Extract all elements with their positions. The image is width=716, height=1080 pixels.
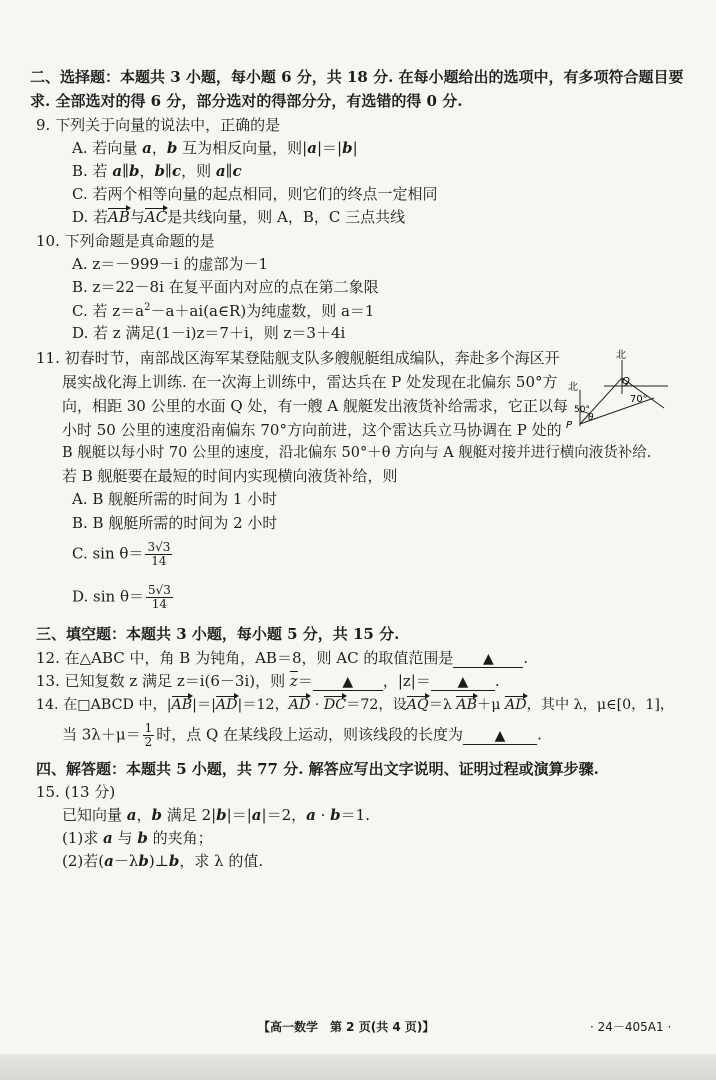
q10-option-c: C. 若 $z=a^2-a+ai(a\in R)$为纯虚数，则 a＝1 <box>72 302 375 320</box>
fraction: $\frac{5√3}{14}$ <box>147 583 171 611</box>
angle-70-label: 70° <box>630 394 648 405</box>
scan-edge <box>0 1054 716 1080</box>
answer-blank: ▲ <box>431 674 495 691</box>
north-label-q: 北 <box>616 350 626 361</box>
q10-option-b: B. z＝22－8i 在复平面内对应的点在第二象限 <box>72 278 379 296</box>
q14-line-2: 当 3λ＋μ＝ $\frac{1}{2}$ 时，点 Q 在某线段上运动，则该线段的长度为 ▲ . <box>62 721 542 749</box>
answer-blank: ▲ <box>463 728 537 745</box>
q11-stem-line-4: 小时 50 公里的速度沿南偏东 70°方向前进，这个雷达兵立马协调在 P 处的 <box>62 421 562 439</box>
exam-code: · 24－405A1 · <box>590 1020 672 1034</box>
q12: 12. 在△ABC 中，角 B 为钝角，AB＝8，则 AC 的取值范围是 ▲ . <box>36 649 529 667</box>
q11-option-b: B. B 舰艇所需的时间为 2 小时 <box>72 514 278 532</box>
point-q-label: Q <box>622 376 630 387</box>
vector-ab: AB <box>108 208 130 226</box>
q11-stem-line-1: 11. 初春时节，南部战区海军某登陆舰支队多艘舰艇组成编队，奔赴多个海区开 <box>36 349 560 367</box>
vector-ac: AC <box>144 208 168 226</box>
answer-blank: ▲ <box>453 651 523 668</box>
q9-option-c: C. 若两个相等向量的起点相同，则它们的终点一定相同 <box>72 185 438 203</box>
q15-part-1: (1)求 a 与 b 的夹角； <box>62 829 213 847</box>
page-footer: 【高一数学 第 2 页(共 4 页)】 <box>258 1020 435 1034</box>
section-3-heading: 三、填空题：本题共 3 小题，每小题 5 分，共 15 分. <box>36 625 400 643</box>
q11-stem-line-5: B 舰艇以每小时 70 公里的速度，沿北偏东 50°＋θ 方向与 A 舰艇对接并进行横向液货补给. <box>62 445 652 461</box>
q11-option-a: A. B 舰艇所需的时间为 1 小时 <box>72 490 278 508</box>
fraction: $\frac{3√3}{14}$ <box>147 540 171 568</box>
section-2-heading-line-2: 求. 全部选对的得 6 分，部分选对的得部分分，有选错的得 0 分. <box>30 92 463 110</box>
fraction: $\frac{1}{2}$ <box>144 721 153 749</box>
q9-option-a: A. 若向量 a，b 互为相反向量，则|a|＝|b| <box>72 139 358 157</box>
q10-stem: 10. 下列命题是真命题的是 <box>36 232 215 250</box>
q13: 13. 已知复数 z 满足 z＝i(6－3i)，则 $\overline{z}=$ ▲ ，|z|＝ ▲ . <box>36 672 500 690</box>
q9-option-b: B. 若 a∥b，b∥c，则 a∥c <box>72 162 242 180</box>
z-conjugate: $\overline{z}$ <box>289 672 298 690</box>
q10-option-d: D. 若 z 满足(1－i)z＝7＋i，则 z＝3＋4i <box>72 324 346 342</box>
q11-bearing-diagram <box>564 346 670 436</box>
q10-option-a: A. z＝－999－i 的虚部为－1 <box>72 255 269 273</box>
answer-blank: ▲ <box>313 674 383 691</box>
north-label-p: 北 <box>568 382 578 393</box>
q11-option-c: C. sin θ＝ $\frac{3√3}{14}$ <box>72 540 171 568</box>
q9-option-d: D. 若AB与AC是共线向量，则 A，B，C 三点共线 <box>72 208 406 226</box>
angle-theta-label: θ <box>588 413 594 423</box>
q11-option-d: D. sin θ＝ $\frac{5√3}{14}$ <box>72 583 171 611</box>
q15-part-2: (2)若(a－λb)⊥b，求 λ 的值. <box>62 852 264 870</box>
section-4-heading: 四、解答题：本题共 5 小题，共 77 分. 解答应写出文字说明、证明过程或演算步骤. <box>36 760 599 778</box>
point-p-label: P <box>566 420 573 431</box>
q9-stem: 9. 下列关于向量的说法中，正确的是 <box>36 116 281 134</box>
q11-stem-line-3: 向，相距 30 公里的水面 Q 处，有一艘 A 舰艇发出液货补给需求，它正以每 <box>62 397 568 415</box>
angle-50-label: 50° <box>574 405 590 415</box>
q15-header: 15. (13 分) <box>36 783 116 801</box>
q11-stem-line-6: 若 B 舰艇要在最短的时间内实现横向液货补给，则 <box>62 467 398 485</box>
q15-statement: 已知向量 a，b 满足 2|b|＝|a|＝2，a · b＝1. <box>62 806 370 824</box>
q14-line-1: 14. 在□ABCD 中，|AB|＝|AD|＝12，AD · DC＝72，设AQ＝λ AB＋μ AD，其中 λ，μ∈[0，1]， <box>36 697 675 713</box>
q11-stem-line-2: 展实战化海上训练. 在一次海上训练中，雷达兵在 P 处发现在北偏东 50°方 <box>62 373 558 391</box>
section-2-heading-line-1: 二、选择题：本题共 3 小题，每小题 6 分，共 18 分. 在每小题给出的选项中，有多项符合题目要 <box>30 68 684 86</box>
